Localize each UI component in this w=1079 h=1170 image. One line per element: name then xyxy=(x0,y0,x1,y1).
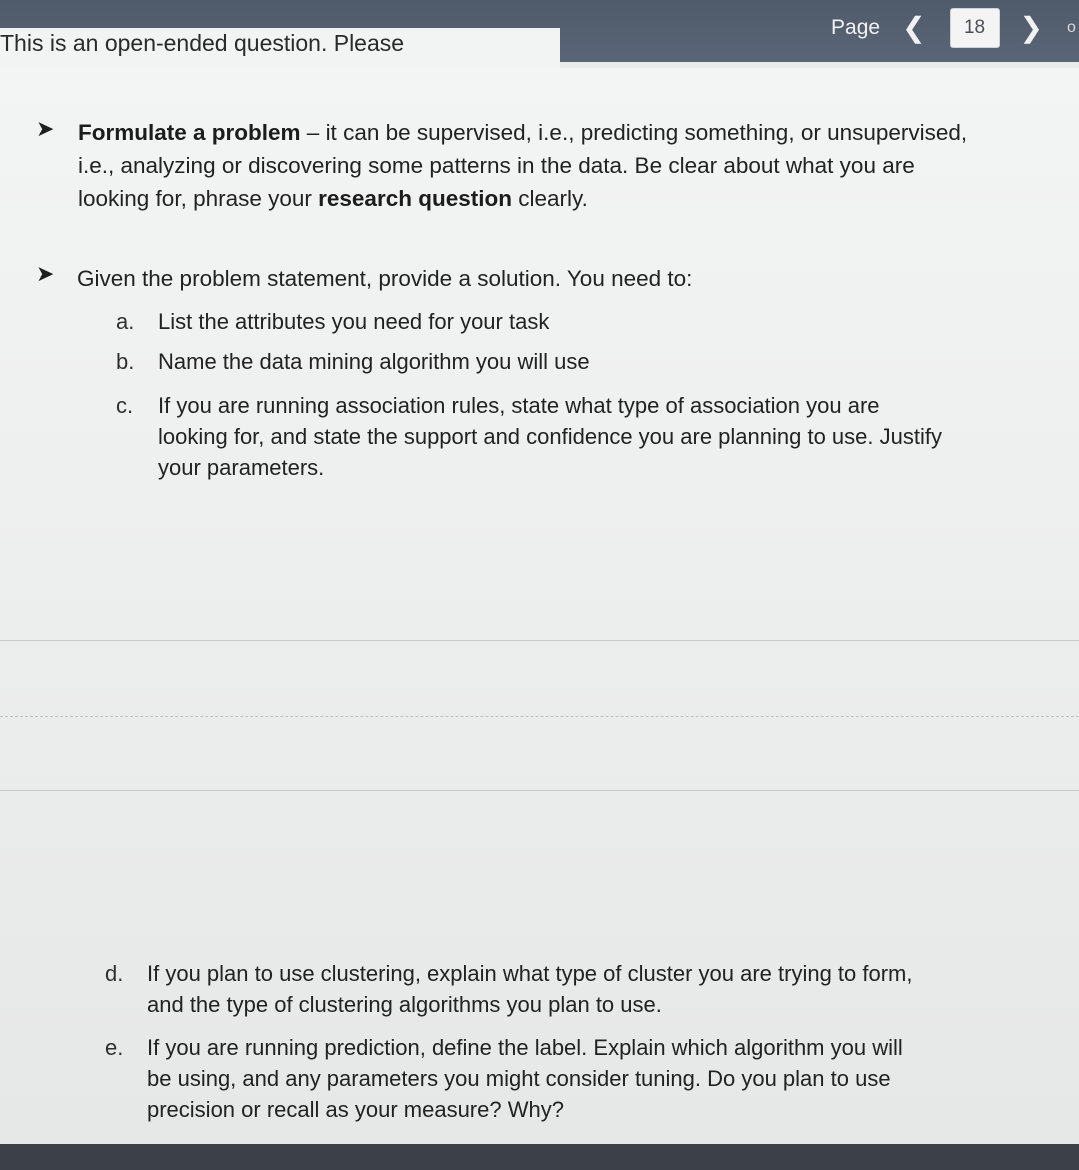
divider-line xyxy=(0,790,1079,791)
list-item-b xyxy=(116,346,1058,377)
divider-dashed-line xyxy=(0,716,1079,717)
page-number-field[interactable]: 18 xyxy=(950,8,1000,48)
list-item-c-line3: your parameters. xyxy=(158,455,325,480)
list-item-c xyxy=(116,390,1068,483)
list-item-e-line2: be using, and any parameters you might consider tuning. Do you plan to use xyxy=(147,1066,891,1091)
list-item-d-line1: If you plan to use clustering, explain what type of cluster you are trying to form, xyxy=(147,961,913,986)
bullet1-line3a: looking for, phrase your xyxy=(78,186,319,211)
list-item-e xyxy=(105,1032,1067,1125)
bullet1-line3 xyxy=(78,182,1068,215)
list-item-c-line1: If you are running association rules, state what type of association you are xyxy=(158,393,880,418)
chevron-right-icon[interactable]: ❯ xyxy=(1019,12,1043,43)
chevron-left-icon[interactable]: ❮ xyxy=(902,12,926,43)
bottom-bar xyxy=(0,1144,1079,1170)
question-intro: This is an open-ended question. Please xyxy=(0,30,405,56)
list-item-a xyxy=(116,306,1058,337)
bullet1-line1-text: – it can be supervised, i.e., predicting something, or unsupervised, xyxy=(300,120,968,145)
page-label: Page xyxy=(831,16,881,39)
list-letter: b. xyxy=(116,349,135,374)
list-letter: e. xyxy=(105,1035,124,1060)
list-item-c-line2: looking for, and state the support and confidence you are planning to use. Justify xyxy=(158,424,942,449)
bullet1-bold-lead: Formulate a problem xyxy=(78,120,301,145)
list-item-a-line1: List the attributes you need for your task xyxy=(158,309,550,334)
list-item-d xyxy=(105,958,1067,1020)
bullet1-line2: i.e., analyzing or discovering some patterns in the data. Be clear about what you are xyxy=(78,153,915,178)
bullet-arrow-icon: ➤ xyxy=(36,116,55,141)
cut-off-text: o xyxy=(1067,19,1076,36)
bullet1-research-question: research question xyxy=(318,186,512,211)
list-item-e-line3: precision or recall as your measure? Why? xyxy=(147,1097,564,1122)
list-letter: a. xyxy=(116,309,135,334)
list-item-d-line2: and the type of clustering algorithms you plan to use. xyxy=(147,992,662,1017)
bullet-arrow-icon: ➤ xyxy=(36,261,55,286)
bullet-provide-solution: Given the problem statement, provide a solution. You need to: xyxy=(77,266,693,291)
page-navigator xyxy=(831,8,1079,48)
list-item-b-line1: Name the data mining algorithm you will use xyxy=(158,349,590,374)
list-letter: d. xyxy=(105,961,124,986)
bullet1-line1 xyxy=(78,116,1068,149)
bullet-formulate-problem xyxy=(78,116,1068,215)
list-letter: c. xyxy=(116,393,134,418)
list-item-e-line1: If you are running prediction, define the label. Explain which algorithm you will xyxy=(147,1035,903,1060)
divider-line xyxy=(0,640,1079,641)
bullet1-line3b: clearly. xyxy=(511,186,588,211)
